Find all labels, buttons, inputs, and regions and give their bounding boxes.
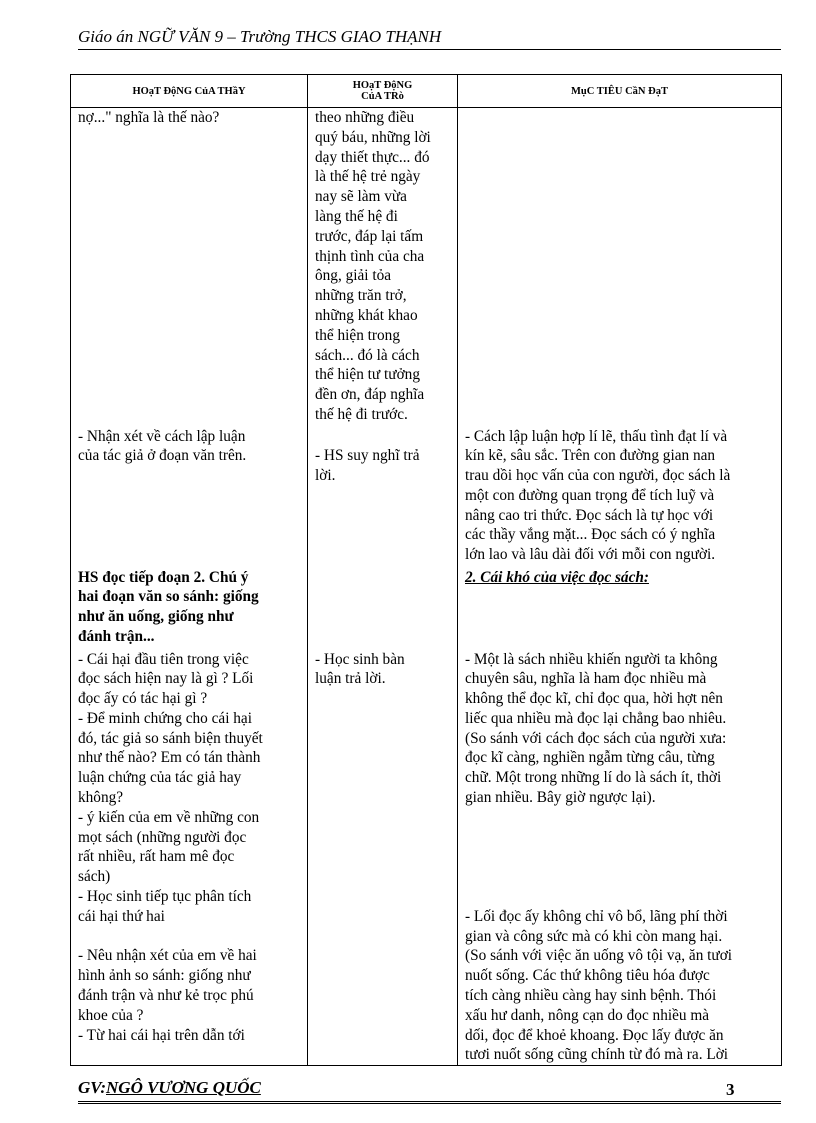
section-heading: 2. Cái khó của việc đọc sách:	[465, 568, 649, 586]
table-header-row	[71, 75, 782, 108]
page-number: 3	[726, 1080, 735, 1099]
column-header-teacher-activity: HOạT ĐộNG CủA THầY	[71, 75, 308, 108]
teacher-activity-cell	[71, 650, 308, 1066]
student-activity-cell	[308, 108, 458, 427]
student-activity-text: theo những điều quý báu, những lời dạy thiết thực... đó là thế hệ trẻ ngày nay sẽ làm vừa làng thế hệ đi trước, đáp lại tấm thịnh tình của cha ông, giải tỏa những trăn trở, những khát khao thể hiện trong sách... đó là cách thể hiện tư tưởng đền ơn, đáp nghĩa thế hệ đi trước.	[315, 109, 431, 423]
student-activity-cell	[308, 427, 458, 568]
teacher-signature	[78, 1077, 261, 1099]
table-row	[71, 108, 782, 427]
header-divider	[78, 49, 781, 50]
teacher-label: GV:	[78, 1078, 107, 1097]
footer-divider	[78, 1101, 781, 1104]
lesson-plan-table	[70, 74, 782, 1066]
table-row	[71, 568, 782, 650]
student-activity-cell	[308, 568, 458, 650]
table-row	[71, 650, 782, 1066]
teacher-activity-text: nợ..." nghĩa là thế nào?	[78, 109, 220, 126]
learning-goal-cell	[458, 427, 782, 568]
column-header-learning-goals: MụC TIÊU CầN ĐạT	[458, 75, 782, 108]
teacher-activity-text: - Nhận xét về cách lập luận của tác giả ở đoạn văn trên.	[78, 427, 247, 465]
student-activity-text: - HS suy nghĩ trả lời.	[315, 447, 420, 485]
teacher-activity-cell	[71, 108, 308, 427]
learning-goal-cell	[458, 568, 782, 650]
teacher-activity-text: - Cái hại đầu tiên trong việc đọc sách hiện nay là gì ? Lối đọc ấy có tác hại gì ? - Để minh chứng cho cái hại đó, tác giả so sánh biện thuyết như thế nào? Em có tán thành luận chứng của tác giả hay không? - ý kiến của em về những con mọt sách (những người đọc rất nhiều, rất ham mê đọc sách) - Học sinh tiếp tục phân tích cái hại thứ hai - Nêu nhận xét của em về hai hình ảnh so sánh: giống như đánh trận và như kẻ trọc phú khoe của ? - Từ hai cái hại trên dẫn tới	[78, 650, 263, 1044]
learning-goal-cell	[458, 108, 782, 427]
reading-instruction: HS đọc tiếp đoạn 2. Chú ý hai đoạn văn so sánh: giống như ăn uống, giống như đánh trận...	[78, 568, 259, 645]
teacher-activity-cell	[71, 427, 308, 568]
student-activity-text: - Học sinh bàn luận trả lời.	[315, 650, 405, 688]
table-row	[71, 427, 782, 568]
learning-goal-cell	[458, 650, 782, 1066]
learning-goal-text: - Một là sách nhiều khiến người ta không chuyên sâu, nghĩa là ham đọc nhiều mà không thể đọc kĩ, chỉ đọc qua, hời hợt nên liếc qua nhiều mà đọc lại chẳng bao nhiêu. (So sánh với cách đọc sách của người xưa: đọc kĩ càng, nghiền ngẫm từng câu, từng chữ. Một trong những lí do là sách ít, thời gian nhiều. Bây giờ ngược lại). - Lối đọc ấy không chỉ vô bổ, lãng phí thời gian và công sức mà có khi còn mang hại. (So sánh với việc ăn uống vô tội vạ, ăn tươi nuốt sống. Các thứ không tiêu hóa được tích càng nhiều càng hay sinh bệnh. Thói xấu hư danh, nông cạn do đọc nhiều mà dối, đọc để khoẻ khoang. Đọc lấy được ăn tươi nuốt sống cũng chính từ đó mà ra. Lời	[465, 650, 733, 1064]
teacher-name: NGÔ VƯƠNG QUỐC	[106, 1078, 261, 1097]
document-header: Giáo án NGỮ VĂN 9 – Trường THCS GIAO THẠNH	[78, 27, 442, 46]
column-header-student-activity: HOạT ĐộNG CủA TRò	[308, 75, 458, 108]
student-activity-cell	[308, 650, 458, 1066]
learning-goal-text: - Cách lập luận hợp lí lẽ, thấu tình đạt lí và kín kẽ, sâu sắc. Trên con đường gian nan trau dồi học vấn của con người, đọc sách là một con đường quan trọng để tích luỹ và nâng cao tri thức. Đọc sách là tự học với các thầy vắng mặt... Đọc sách có ý nghĩa lớn lao và lâu dài đối với mỗi con người.	[465, 427, 731, 564]
teacher-activity-cell	[71, 568, 308, 650]
